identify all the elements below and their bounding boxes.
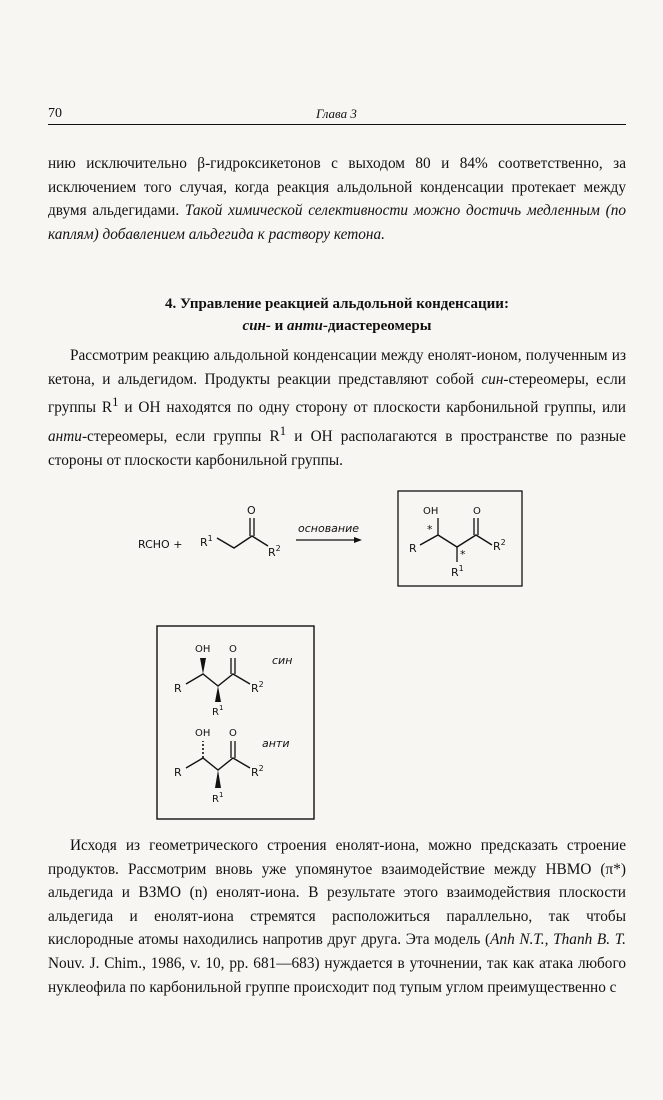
paragraph-1-italic: Такой химической селективности можно достичь медленным (по каплям) добавлением альдегида к раствору кетона. xyxy=(48,202,627,243)
syn-r1-wedge xyxy=(215,686,221,702)
product-r: R xyxy=(409,542,417,555)
section-heading-line1: 4. Управление реакцией альдольной конденсации: xyxy=(165,296,509,312)
reagent-text: RCHO + xyxy=(138,538,183,551)
heading-anti: анти xyxy=(287,318,323,334)
page-header xyxy=(48,106,626,125)
ketone-r1: $R^1$ xyxy=(200,534,213,549)
paragraph-2 xyxy=(48,344,626,472)
p3-t1: Исходя из геометрического строения енолят-иона, можно предсказать строение продуктов. Рассмотрим вновь уже упомянутое взаимодействие между НВМО (π*) альдегида и ВЗМО (n) енолят-иона. В результате этого взаимодействия плоскости альдегида и енолят-иона стремятся расположиться параллельно, так чтобы кислородные атомы находились напротив друг друга. Эта модель ( xyxy=(48,837,626,949)
anti-o: O xyxy=(229,728,237,739)
p2-t6: -стереомеры, если группы R xyxy=(81,427,280,445)
p2-sup2: 1 xyxy=(279,423,287,438)
p2-sup1: 1 xyxy=(112,395,119,410)
p2-t4: и OH находятся по одну сторону от плоскости карбонильной группы, или xyxy=(118,399,626,417)
heading-syn: син- xyxy=(242,318,271,334)
syn-skeleton xyxy=(186,674,250,686)
arrow-head-icon xyxy=(354,537,362,543)
p3-citation-authors: Anh N.T., Thanh B. T. xyxy=(490,931,626,949)
heading-and: и xyxy=(270,318,288,334)
paragraph-1-text: нию исключительно β-гидроксикетонов с выходом 80 и 84% соответственно, за исключением того случая, когда реакция альдольной конденсации протекает между двумя альдегидами. xyxy=(48,155,626,220)
syn-r2: $R^2$ xyxy=(251,680,264,695)
section-heading-line2 xyxy=(48,315,626,337)
page-number: 70 xyxy=(48,106,62,121)
product-o: O xyxy=(473,506,481,517)
p2-t3: -стереомеры, если группы R xyxy=(48,370,626,417)
syn-r1: $R^1$ xyxy=(212,704,224,718)
anti-r2: $R^2$ xyxy=(251,764,264,779)
star-2: * xyxy=(460,548,466,561)
syn-r: R xyxy=(174,682,182,695)
product-oh: OH xyxy=(423,506,439,517)
anti-r1-wedge xyxy=(215,770,221,788)
p2-anti: анти xyxy=(48,427,82,445)
p2-syn: син xyxy=(481,370,504,388)
ketone-skeleton xyxy=(217,536,268,548)
product-r2: $R^2$ xyxy=(493,538,506,553)
p3-t3: Nouv. J. Chim., 1986, v. 10, pp. 681—683) нуждается в уточнении, так как атака любого нуклеофила по карбонильной группе происходит под тупым углом преимущественно с xyxy=(48,954,626,996)
running-head: Глава 3 xyxy=(316,106,357,121)
anti-skeleton xyxy=(186,758,250,770)
syn-label: син xyxy=(272,654,293,667)
section-heading xyxy=(48,293,626,337)
syn-o: O xyxy=(229,644,237,655)
syn-oh-wedge xyxy=(200,658,206,674)
product-r1: $R^1$ xyxy=(451,564,464,579)
product-skeleton xyxy=(420,535,492,547)
anti-oh: OH xyxy=(195,728,211,739)
star-1: * xyxy=(427,523,433,536)
anti-r1: $R^1$ xyxy=(212,791,224,805)
paragraph-3 xyxy=(48,834,626,999)
anti-r: R xyxy=(174,766,182,779)
heading-diastereomers: -диастереомеры xyxy=(322,318,432,334)
paragraph-1 xyxy=(48,152,626,246)
arrow-label: основание xyxy=(298,522,360,535)
ketone-r2: $R^2$ xyxy=(268,544,281,559)
syn-oh: OH xyxy=(195,644,211,655)
p2-t7: и OH располагаются в пространстве по разные стороны от плоскости карбонильной группы. xyxy=(48,427,626,469)
reaction-scheme xyxy=(0,480,663,595)
anti-label: анти xyxy=(262,737,290,750)
stereoisomers-scheme xyxy=(0,620,663,825)
p2-t1: Рассмотрим реакцию альдольной конденсации между енолят-ионом, полученным из кетона, и альдегидом. Продукты реакции представляют собой xyxy=(48,347,626,388)
ketone-o: O xyxy=(247,504,256,517)
